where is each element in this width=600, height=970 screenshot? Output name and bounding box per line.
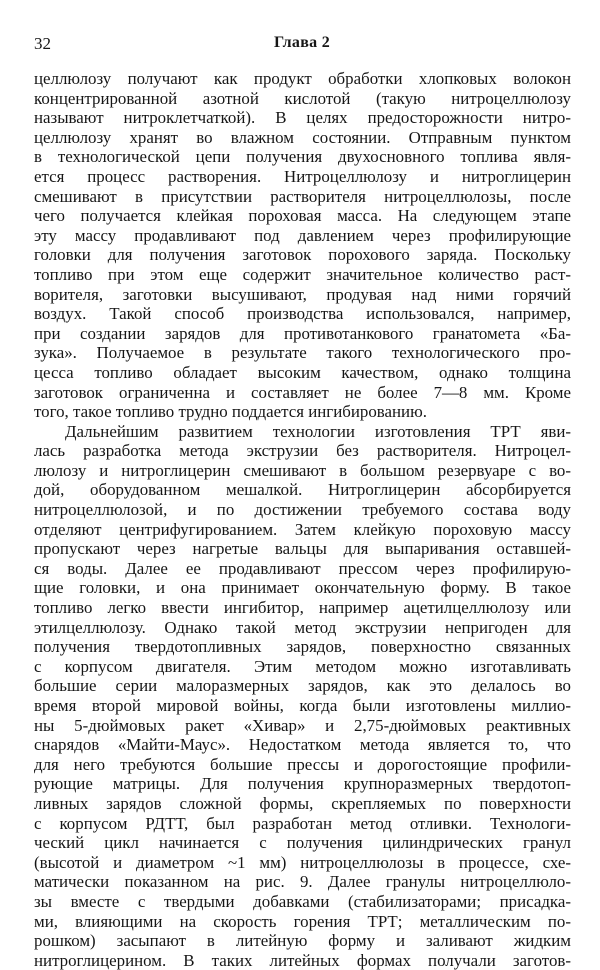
text-line: головки для получения заготовок порохового заряда. Поскольку xyxy=(34,245,571,265)
text-line: целлюлозу получают как продукт обработки хлопковых волокон xyxy=(34,69,571,88)
text-line: топливо легко ввести ингибитор, например ацетилцеллюлозу или xyxy=(34,598,571,618)
text-line: отделяют центрифугированием. Затем клейкую пороховую массу xyxy=(34,519,571,539)
text-line: называют нитроклетчаткой). В целях предосторожности нитро- xyxy=(34,108,571,128)
text-line: большие серии малоразмерных зарядов, как это делалось во xyxy=(34,676,571,696)
text-line: топливо при этом еще содержит значительное количество раст- xyxy=(34,264,571,284)
text-line: ми, влияющими на скорость горения ТРТ; металлическим по- xyxy=(34,911,571,931)
text-line: время второй мировой войны, когда были изготовлены миллио- xyxy=(34,696,571,715)
text-line: люлозу и нитроглицерин смешивают в большом резервуаре с во- xyxy=(34,460,571,480)
text-line: ется процесс растворения. Нитроцеллюлозу и нитроглицерин xyxy=(34,166,571,186)
text-line: с корпусом РДТТ, был разработан метод отливки. Технологи- xyxy=(34,813,571,833)
text-line: (высотой и диаметром ~1 мм) нитроцеллюлозы в процессе, схе- xyxy=(34,852,571,872)
text-line: целлюлозу хранят во влажном состоянии. Отправным пунктом xyxy=(34,127,571,147)
text-line: при создании зарядов для противотанкового гранатомета «Ба- xyxy=(34,323,571,343)
text-line: матически показанном на рис. 9. Далее гранулы нитроцеллюло- xyxy=(34,872,571,892)
text-line: рующие матрицы. Для получения крупноразмерных твердотоп- xyxy=(34,774,571,794)
text-line: цесса топливо обладает высоким качеством, однако толщина xyxy=(34,362,571,382)
text-line: ливных зарядов сложной формы, скрепляемых по поверхности xyxy=(34,793,571,813)
text-line: пропускают через нагретые вальцы для выпаривания оставшей- xyxy=(34,539,571,559)
text-line: с корпусом двигателя. Этим методом можно изготавливать xyxy=(34,656,571,676)
text-line: дой, оборудованном мешалкой. Нитроглицерин абсорбируется xyxy=(34,480,571,500)
text-line: воздух. Такой способ производства использовался, например, xyxy=(34,304,571,324)
text-line: в технологической цепи получения двухосновного топлива явля- xyxy=(34,147,571,167)
text-line: лась разработка метода экструзии без растворителя. Нитроцел- xyxy=(34,441,571,461)
text-line: ся воды. Далее ее продавливают прессом через профилирую- xyxy=(34,558,571,578)
text-line: эту массу продавливают под давлением через профилирующие xyxy=(34,225,571,245)
text-line: рошком) засыпают в литейную форму и заливают жидким xyxy=(34,931,571,951)
text-line: получения твердотопливных зарядов, поверхностно связанных xyxy=(34,637,571,657)
text-line: концентрированной азотной кислотой (такую нитроцеллюлозу xyxy=(34,88,571,108)
text-line: щие головки, и она принимает окончательную форму. В такое xyxy=(34,578,571,598)
page-header xyxy=(34,34,570,56)
text-line: того, такое топливо трудно поддается ингибированию. xyxy=(34,402,427,422)
text-line: нитроцеллюлозой, и по достижении требуемого состава воду xyxy=(34,500,571,520)
text-line: для него требуются большие прессы и дорогостоящие профили- xyxy=(34,754,571,774)
body-text xyxy=(34,69,571,970)
text-line: снарядов «Майти-Маус». Недостатком метода является то, что xyxy=(34,735,571,755)
text-line: Дальнейшим развитием технологии изготовления ТРТ яви- xyxy=(65,421,571,441)
text-line: зука». Получаемое в результате такого технологического про- xyxy=(34,343,571,363)
text-line: зы вместе с твердыми добавками (стабилизаторами; присадка- xyxy=(34,891,571,911)
chapter-title: Глава 2 xyxy=(273,34,331,51)
text-line: заготовок ограниченна и составляет не более 7—8 мм. Кроме xyxy=(34,382,571,402)
text-line: чего получается клейкая пороховая масса. На следующем этапе xyxy=(34,206,571,226)
page-number: 32 xyxy=(34,34,51,53)
text-line: ны 5-дюймовых ракет «Хивар» и 2,75-дюймовых реактивных xyxy=(34,715,571,735)
text-line: нитроглицерином. В таких литейных формах получали заготов- xyxy=(34,950,571,970)
text-line: ворителя, заготовки высушивают, продувая над ними горячий xyxy=(34,284,571,304)
text-line: этилцеллюлозу. Однако такой метод экструзии непригоден для xyxy=(34,617,571,637)
text-line: смешивают в присутствии растворителя нитроцеллюлозы, после xyxy=(34,186,571,206)
text-line: ческий цикл начинается с получения цилиндрических гранул xyxy=(34,833,571,853)
